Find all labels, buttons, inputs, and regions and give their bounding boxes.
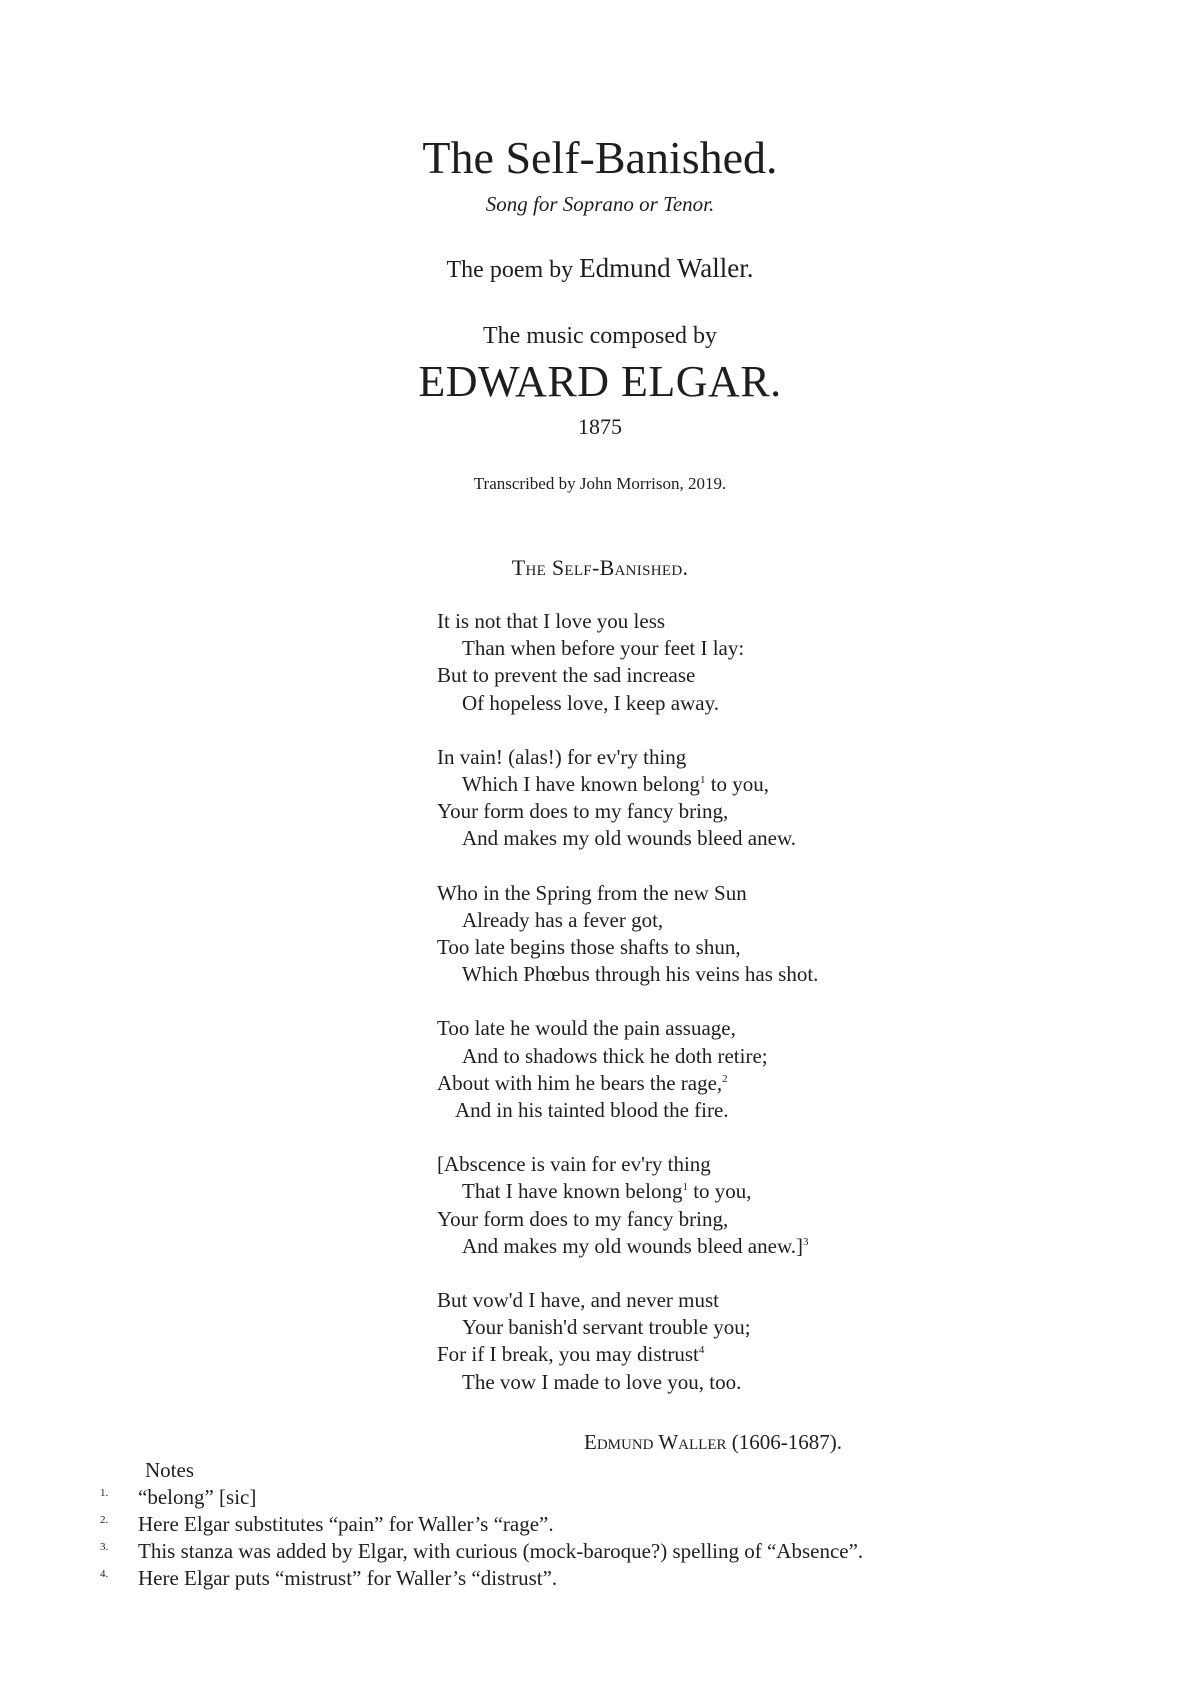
note-item: [90, 1484, 1110, 1511]
poem-text: [437, 608, 997, 1423]
note-item: [90, 1538, 1110, 1565]
footnote-marker: 2: [722, 1072, 728, 1085]
transcriber-credit: Transcribed by John Morrison, 2019.: [473, 474, 727, 493]
poem-line: Your form does to my fancy bring,: [437, 1206, 729, 1231]
note-text: “belong” [sic]: [138, 1485, 257, 1509]
poet-name: Edmund Waller.: [579, 253, 754, 283]
poem-credit-prefix: The poem by: [446, 257, 574, 283]
subtitle: Song for Soprano or Tenor.: [485, 192, 715, 216]
poem-line: Which Phœbus through his veins has shot.: [462, 962, 819, 987]
note-number: 1.: [100, 1487, 109, 1499]
poem-line: And in his tainted blood the fire.: [455, 1098, 729, 1123]
stanza: [437, 744, 997, 853]
poem-line: That I have known belong$^1$ to you,: [462, 1179, 752, 1204]
poem-line: About with him he bears the rage,$^2$: [437, 1070, 728, 1095]
poem-line: And makes my old wounds bleed anew.: [462, 826, 796, 851]
note-text: Here Elgar substitutes “pain” for Waller’s “rage”.: [138, 1512, 554, 1536]
note-number: 2.: [100, 1514, 109, 1526]
music-credit: The music composed by: [483, 323, 717, 349]
poem-line: It is not that I love you less: [437, 609, 666, 633]
poem-line: [Abscence is vain for ev'ry thing: [437, 1152, 711, 1177]
stanza: [437, 1151, 997, 1260]
poem-line: Your banish'd servant trouble you;: [462, 1315, 751, 1340]
poem-line: In vain! (alas!) for ev'ry thing: [437, 744, 687, 769]
poem-line: And to shadows thick he doth retire;: [462, 1043, 768, 1068]
footnote-marker: 1: [699, 774, 706, 787]
note-item: [90, 1565, 1110, 1592]
notes-section: [90, 1457, 1110, 1592]
note-text: Here Elgar puts “mistrust” for Waller’s “distrust”.: [138, 1566, 558, 1590]
composer-name: EDWARD ELGAR.: [418, 357, 782, 406]
poem-attribution: [584, 1428, 842, 1456]
stanza: [437, 1015, 997, 1124]
stanza: [437, 1287, 997, 1396]
note-text: This stanza was added by Elgar, with curious (mock-baroque?) spelling of “Absence”.: [138, 1539, 864, 1563]
poem-line: And makes my old wounds bleed anew.]$^3$: [462, 1233, 809, 1258]
footnote-marker: 4: [698, 1344, 705, 1357]
poem-line: For if I break, you may distrust$^4$: [437, 1342, 705, 1367]
poem-line: Of hopeless love, I keep away.: [462, 690, 719, 715]
poem-heading: The Self-Banished.: [511, 555, 689, 580]
page-title: The Self-Banished.: [422, 132, 778, 183]
poem-line: Than when before your feet I lay:: [462, 636, 745, 661]
composition-year: 1875: [578, 414, 622, 439]
poem-line: But vow'd I have, and never must: [437, 1288, 719, 1313]
poem-line: The vow I made to love you, too.: [462, 1369, 742, 1394]
poem-line: Already has a fever got,: [462, 907, 664, 932]
poem-line: But to prevent the sad increase: [437, 663, 696, 688]
notes-heading: Notes: [145, 1458, 194, 1482]
note-number: 4.: [100, 1568, 109, 1580]
stanza: [437, 880, 997, 989]
poem-line: Who in the Spring from the new Sun: [437, 880, 747, 905]
note-item: [90, 1511, 1110, 1538]
poem-credit: [0, 252, 1200, 286]
poem-line: Too late begins those shafts to shun,: [437, 935, 741, 960]
stanza: [437, 608, 997, 717]
note-number: 3.: [100, 1541, 109, 1553]
attribution-author: Edmund Waller: [584, 1430, 727, 1454]
attribution-dates: (1606-1687).: [726, 1430, 842, 1454]
footnote-marker: 1: [682, 1181, 688, 1194]
poem-line: Your form does to my fancy bring,: [437, 799, 729, 824]
poem-line: Which I have known belong$^1$ to you,: [462, 772, 770, 797]
footnote-marker: 3: [802, 1235, 809, 1248]
poem-line: Too late he would the pain assuage,: [437, 1016, 736, 1041]
